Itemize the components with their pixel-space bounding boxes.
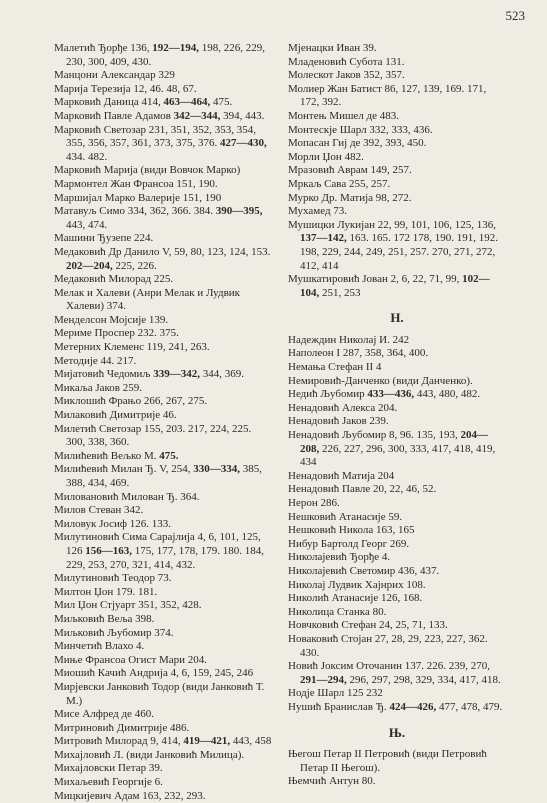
- index-entry: [54, 776, 272, 790]
- index-entry: [54, 518, 272, 532]
- index-entry: [54, 450, 272, 464]
- index-entry: [288, 273, 506, 300]
- index-entry: [54, 409, 272, 423]
- index-entry: [288, 164, 506, 178]
- index-entry: [288, 42, 506, 56]
- entry-text: Марковић Павле Адамов: [54, 109, 174, 122]
- entry-text: Младеновић Субота 131.: [288, 55, 405, 68]
- index-entry: [54, 572, 272, 586]
- index-entry: [54, 463, 272, 490]
- index-entry: [288, 606, 506, 620]
- index-entry: [288, 701, 506, 715]
- entry-text: Марковић Светозар 231, 351, 352, 353, 354, 355, 356, 357, 361, 373, 375, 376.: [54, 123, 257, 150]
- entry-text: Николајевић Ђорђе 4.: [288, 551, 391, 564]
- index-entry: [54, 735, 272, 749]
- entry-text: Милаковић Димитрије 46.: [54, 409, 177, 422]
- entry-text: Михаљевић Георгије 6.: [54, 776, 163, 789]
- entry-text: Ненадовић Љубомир 8, 96. 135, 193,: [288, 429, 461, 442]
- entry-text: Медаковић Милорад 225.: [54, 273, 174, 286]
- index-entry: [54, 708, 272, 722]
- index-entry: [54, 586, 272, 600]
- bold-page-range: 156—163,: [85, 544, 132, 557]
- index-entry: [54, 178, 272, 192]
- bold-page-range: 202—204,: [66, 259, 113, 272]
- entry-text: Новић Јоксим Оточанин 137. 226. 239, 270,: [288, 660, 491, 673]
- index-entry: [54, 640, 272, 654]
- entry-text: 344, 369.: [199, 368, 244, 381]
- entry-text: Мразовић Аврам 149, 257.: [288, 164, 412, 177]
- index-entry: [288, 524, 506, 538]
- entry-text: 434. 482.: [66, 150, 108, 163]
- index-entry: [288, 402, 506, 416]
- index-column-right: [288, 42, 506, 789]
- index-entry: [288, 511, 506, 525]
- entry-text: Миошић Качић Андрија 4, 6, 159, 245, 246: [54, 667, 254, 680]
- entry-text: 198, 226, 229, 230, 300, 409, 430.: [66, 42, 266, 68]
- entry-text: Менделсон Мојсије 139.: [54, 313, 169, 326]
- entry-text: 251, 253: [319, 286, 361, 299]
- entry-text: Мурко Др. Матија 98, 272.: [288, 191, 412, 204]
- bold-page-range: 427—430,: [220, 137, 267, 150]
- index-entry: [288, 748, 506, 775]
- section-letter-nj: Њ.: [388, 724, 406, 740]
- bold-page-range: 137—142,: [300, 232, 347, 245]
- index-entry: [54, 504, 272, 518]
- index-entry: [288, 619, 506, 633]
- entry-text: Монтењ Мишел де 483.: [288, 109, 400, 122]
- index-entry: [54, 749, 272, 763]
- entry-text: Марковић Даница 414,: [54, 96, 164, 109]
- entry-text: Митровић Милорад 9, 414,: [54, 735, 184, 748]
- index-entry: [54, 722, 272, 736]
- entry-text: Мил Џон Стјуарт 351, 352, 428.: [54, 599, 202, 612]
- index-entry: [54, 83, 272, 97]
- entry-text: 296, 297, 298, 329, 334, 417, 418.: [346, 673, 501, 686]
- entry-text: Марковић Марија (види Вовчок Марко): [54, 164, 241, 177]
- bold-page-range: 424—426,: [389, 700, 437, 713]
- entry-text: 225, 226.: [112, 259, 157, 272]
- entry-text: Немања Стефан II 4: [288, 361, 382, 374]
- entry-text: Николајевић Светомир 436, 437.: [288, 564, 440, 577]
- index-entry: [288, 687, 506, 701]
- entry-text: Митриновић Димитрије 486.: [54, 721, 190, 734]
- entry-text: Маршијал Марко Валерије 151, 190: [54, 191, 222, 204]
- bold-page-range: 204—208,: [300, 429, 488, 455]
- entry-text: Новаковић Стојан 27, 28, 29, 223, 227, 362. 430.: [288, 632, 488, 659]
- entry-text: Медаковић Др Данило V, 59, 80, 123, 124, 153.: [54, 245, 271, 258]
- entry-text: 475.: [210, 96, 233, 109]
- entry-text: Манцони Александар 329: [54, 69, 175, 82]
- index-entry: [54, 164, 272, 178]
- index-entry: [54, 124, 272, 165]
- index-entry: [54, 423, 272, 450]
- index-entry: [54, 96, 272, 110]
- page-number: 523: [505, 8, 525, 23]
- entry-text: Наполеон I 287, 358, 364, 400.: [288, 347, 429, 360]
- entry-text: Недић Љубомир: [288, 388, 368, 401]
- bold-page-range: 342—344,: [173, 109, 221, 122]
- index-entry: [288, 775, 506, 789]
- index-entry: [288, 56, 506, 70]
- index-entry: [54, 491, 272, 505]
- index-entry: [54, 681, 272, 708]
- entry-text: Мармонтел Жан Франсоа 151, 190.: [54, 177, 218, 190]
- entry-text: Миклошић Фрањо 266, 267, 275.: [54, 395, 208, 408]
- entry-text: Михајловски Петар 39.: [54, 762, 163, 775]
- index-entry: [54, 192, 272, 206]
- bold-page-range: 291—294,: [300, 673, 347, 686]
- index-entry: [54, 395, 272, 409]
- entry-text: Мирјевски Јанковић Тодор (види Јанковић Т. М.): [54, 680, 265, 707]
- index-entry: [54, 627, 272, 641]
- entry-text: 226, 227, 296, 300, 333, 417, 418, 419, 434: [300, 442, 496, 469]
- entry-text: Мицкијевич Адам 163, 232, 293.: [54, 789, 206, 802]
- index-entry: [288, 551, 506, 565]
- index-entry: [54, 654, 272, 668]
- bold-page-range: 339—342,: [153, 368, 200, 381]
- entry-text: Мелак и Халеви (Анри Мелак и Лудвик Халеви) 374.: [54, 286, 241, 313]
- index-entry: [54, 790, 272, 803]
- index-entry: [54, 232, 272, 246]
- entry-text: Николић Атанасије 126, 168.: [288, 592, 423, 605]
- entry-text: Мопасан Гиј де 392, 393, 450.: [288, 137, 427, 150]
- entry-text: 175, 177, 178, 179. 180. 184, 229, 253, 270, 321, 414, 432.: [66, 544, 264, 571]
- entry-text: 163. 165. 172 178, 190. 191, 192. 198, 229, 244, 249, 251, 257. 270, 271, 272, 412, 414: [300, 232, 498, 272]
- entry-text: Николај Лудвик Хајнрих 108.: [288, 578, 426, 591]
- entry-text: Миловук Јосиф 126. 133.: [54, 517, 172, 530]
- entry-text: Микаља Јаков 259.: [54, 381, 142, 394]
- entry-text: Молескот Јаков 352, 357.: [288, 69, 405, 82]
- entry-text: Милићевић Вељко М.: [54, 449, 160, 462]
- entry-text: Марија Терезија 12, 46. 48, 67.: [54, 82, 197, 95]
- index-entry: [288, 565, 506, 579]
- index-entry: [288, 151, 506, 165]
- entry-text: Надеждин Николај И. 242: [288, 333, 410, 346]
- entry-text: Нерон 286.: [288, 497, 340, 509]
- entry-text: Миње Франсоа Огист Мари 204.: [54, 653, 208, 666]
- entry-text: Милтон Џон 179. 181.: [54, 585, 158, 598]
- index-entry: [54, 762, 272, 776]
- bold-page-range: 419—421,: [183, 735, 231, 748]
- entry-text: 443, 480, 482.: [414, 388, 481, 401]
- index-entry: [54, 246, 272, 273]
- index-entry: [54, 314, 272, 328]
- bold-page-range: 463—464,: [163, 96, 211, 109]
- entry-text: Милутиновић Сима Сарајлија 4, 6, 101, 125, 126: [54, 531, 261, 557]
- index-entry: [288, 137, 506, 151]
- bold-page-range: 390—395,: [215, 205, 263, 218]
- index-entry: [54, 205, 272, 232]
- index-entry: [288, 538, 506, 552]
- index-entry: [288, 579, 506, 593]
- entry-text: Нибур Бартолд Георг 269.: [288, 537, 410, 550]
- index-entry: [288, 660, 506, 687]
- entry-text: Мушицки Лукијан 22, 99, 101, 106, 125, 136,: [288, 218, 496, 231]
- entry-text: Ненадовић Јаков 239.: [288, 415, 389, 428]
- index-entry: [288, 388, 506, 402]
- bold-page-range: 330—334,: [193, 463, 240, 476]
- entry-text: Мјенацки Иван 39.: [288, 42, 377, 54]
- index-entry: [54, 273, 272, 287]
- entry-text: Милетић Светозар 155, 203. 217, 224, 225. 300, 338, 360.: [54, 422, 252, 449]
- index-column-left: [54, 42, 272, 803]
- entry-text: 394, 443.: [220, 109, 265, 122]
- entry-text: Молиер Жан Батист 86, 127, 139, 169. 171, 172, 392.: [288, 82, 487, 109]
- index-entry: [288, 334, 506, 348]
- entry-text: Метерних Клеменс 119, 241, 263.: [54, 341, 210, 354]
- index-entry: [54, 69, 272, 83]
- index-list-m: [288, 42, 506, 300]
- entry-text: Милов Стеван 342.: [54, 504, 144, 517]
- index-entry: [54, 368, 272, 382]
- entry-text: Његош Петар II Петровић (види Петровић Петар II Његош).: [288, 748, 487, 774]
- index-entry: [54, 599, 272, 613]
- index-entry: [288, 497, 506, 511]
- index-entry: [288, 429, 506, 470]
- index-entry: [54, 355, 272, 369]
- index-entry: [288, 83, 506, 110]
- entry-text: Милутиновић Теодор 73.: [54, 572, 172, 585]
- index-entry: [288, 192, 506, 206]
- entry-text: Ненадовић Павле 20, 22, 46, 52.: [288, 483, 437, 496]
- entry-text: Мркаљ Сава 255, 257.: [288, 177, 391, 190]
- bold-page-range: 102—104,: [300, 273, 490, 299]
- index-list-n: [288, 334, 506, 715]
- entry-text: Малетић Ђорђе 136,: [54, 42, 153, 54]
- entry-text: Њемчић Антун 80.: [288, 775, 376, 788]
- index-entry: [288, 124, 506, 138]
- index-entry: [54, 287, 272, 314]
- index-entry: [288, 219, 506, 273]
- entry-text: Миљковић Љубомир 374.: [54, 626, 174, 639]
- entry-text: Методије 44. 217.: [54, 354, 137, 367]
- index-entry: [288, 592, 506, 606]
- entry-text: 385, 388, 434, 469.: [66, 463, 262, 489]
- index-entry: [288, 347, 506, 361]
- entry-text: Новчковић Стефан 24, 25, 71, 133.: [288, 619, 448, 632]
- entry-text: Нешковић Атанасије 59.: [288, 510, 403, 523]
- index-entry: [288, 633, 506, 660]
- index-entry: [288, 375, 506, 389]
- entry-text: 443, 458: [230, 735, 272, 748]
- entry-text: Милићевић Милан Ђ. V, 254,: [54, 463, 194, 476]
- entry-text: Монтескје Шарл 332, 333, 436.: [288, 123, 433, 136]
- entry-text: Миљковић Веља 398.: [54, 612, 155, 625]
- index-entry: [288, 361, 506, 375]
- entry-text: Нешковић Никола 163, 165: [288, 524, 415, 537]
- index-entry: [54, 613, 272, 627]
- index-entry: [288, 483, 506, 497]
- index-entry: [54, 42, 272, 69]
- entry-text: Матавуљ Симо 334, 362, 366. 384.: [54, 205, 216, 218]
- bold-page-range: 192—194,: [152, 42, 200, 54]
- index-entry: [54, 667, 272, 681]
- entry-text: Мијатовић Чедомиљ: [54, 368, 154, 381]
- entry-text: Нушић Бранислав Ђ.: [288, 700, 390, 713]
- index-list-nj: [288, 748, 506, 789]
- index-entry: [54, 382, 272, 396]
- entry-text: Машини Ђузепе 224.: [54, 232, 154, 245]
- entry-text: 477, 478, 479.: [436, 700, 503, 713]
- entry-text: Нодје Шарл 125 232: [288, 687, 383, 700]
- entry-text: Немировић-Данченко (види Данченко).: [288, 374, 473, 387]
- index-entry: [288, 205, 506, 219]
- entry-text: Морли Џон 482.: [288, 150, 364, 163]
- entry-text: Николица Станка 80.: [288, 605, 387, 618]
- entry-text: Ненадовић Алекса 204.: [288, 401, 398, 414]
- entry-text: Миловановић Милован Ђ. 364.: [54, 490, 200, 503]
- index-entry: [288, 110, 506, 124]
- entry-text: Мисе Алфред де 460.: [54, 708, 154, 721]
- entry-text: Минчетић Влахо 4.: [54, 640, 145, 653]
- bold-page-range: 475.: [159, 449, 179, 462]
- index-entry: [54, 110, 272, 124]
- entry-text: Мухамед 73.: [288, 205, 348, 218]
- bold-page-range: 433—436,: [367, 388, 415, 401]
- entry-text: Ненадовић Матија 204: [288, 469, 395, 482]
- entry-text: 443, 474.: [66, 218, 108, 231]
- section-letter-n: Н.: [390, 310, 404, 326]
- index-entry: [54, 327, 272, 341]
- entry-text: Михајловић Л. (види Јанковић Милица).: [54, 748, 245, 761]
- index-entry: [54, 531, 272, 572]
- index-entry: [288, 415, 506, 429]
- index-entry: [288, 470, 506, 484]
- index-entry: [288, 69, 506, 83]
- index-entry: [288, 178, 506, 192]
- entry-text: Мериме Проспер 232. 375.: [54, 327, 179, 340]
- index-entry: [54, 341, 272, 355]
- entry-text: Мушкатировић Јован 2, 6, 22, 71, 99,: [288, 273, 463, 286]
